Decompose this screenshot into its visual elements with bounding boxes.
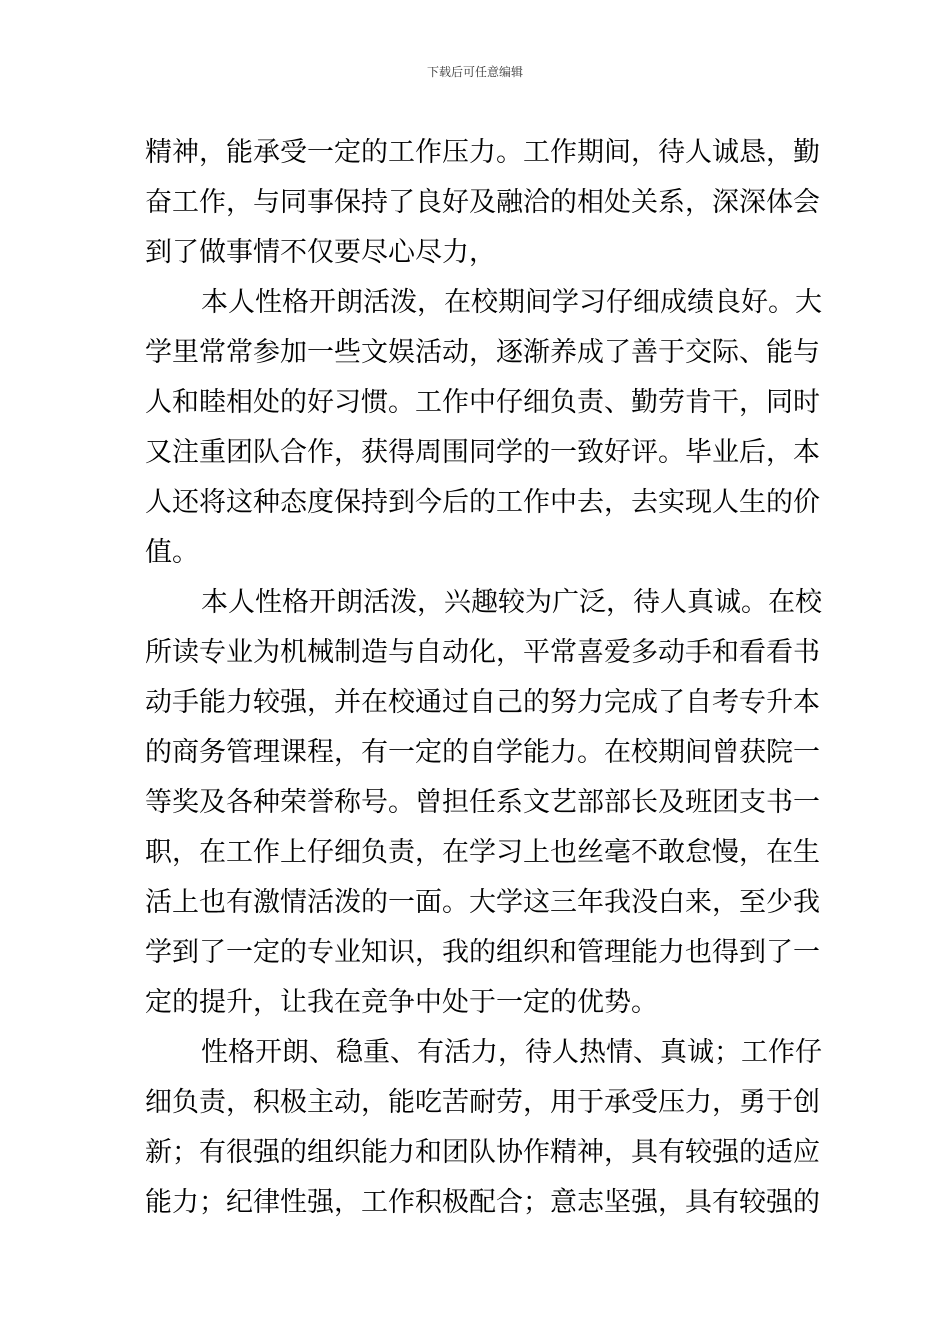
- text-line: 学里常常参加一些文娱活动，逐渐养成了善于交际、能与: [145, 337, 820, 368]
- text-line: 新；有很强的组织能力和团队协作精神，具有较强的适应: [145, 1137, 820, 1168]
- paragraph-2: [145, 278, 822, 578]
- text-line: 职，在工作上仔细负责，在学习上也丝毫不敢怠慢，在生: [145, 837, 820, 868]
- document-body: [145, 128, 822, 1228]
- text-line: 所读专业为机械制造与自动化，平常喜爱多动手和看看书: [145, 637, 820, 668]
- text-line: 本人性格开朗活泼，在校期间学习仔细成绩良好。大: [201, 287, 822, 318]
- text-line: 活上也有激情活泼的一面。大学这三年我没白来，至少我: [145, 887, 820, 918]
- text-line: 定的提升，让我在竞争中处于一定的优势。: [145, 987, 658, 1018]
- paragraph-4: [145, 1028, 822, 1228]
- text-line: 值。: [145, 537, 199, 568]
- text-line: 人和睦相处的好习惯。工作中仔细负责、勤劳肯干，同时: [145, 387, 820, 418]
- paragraph-3: [145, 578, 822, 1028]
- text-line: 又注重团队合作，获得周围同学的一致好评。毕业后，本: [145, 437, 820, 468]
- text-line: 等奖及各种荣誉称号。曾担任系文艺部部长及班团支书一: [145, 787, 820, 818]
- text-line: 学到了一定的专业知识，我的组织和管理能力也得到了一: [145, 937, 820, 968]
- text-line: 本人性格开朗活泼，兴趣较为广泛，待人真诚。在校: [201, 587, 822, 618]
- text-line: 能力；纪律性强，工作积极配合；意志坚强，具有较强的: [145, 1187, 820, 1218]
- text-line: 到了做事情不仅要尽心尽力，: [145, 237, 496, 268]
- text-line: 细负责，积极主动，能吃苦耐劳，用于承受压力，勇于创: [145, 1087, 820, 1118]
- paragraph-1: [145, 128, 820, 278]
- text-line: 的商务管理课程，有一定的自学能力。在校期间曾获院一: [145, 737, 820, 768]
- text-line: 人还将这种态度保持到今后的工作中去，去实现人生的价: [145, 487, 820, 518]
- page-header: 下载后可任意编辑: [426, 65, 523, 79]
- text-line: 动手能力较强，并在校通过自己的努力完成了自考专升本: [145, 687, 820, 718]
- text-line: 精神，能承受一定的工作压力。工作期间，待人诚恳，勤: [145, 137, 820, 168]
- text-line: 性格开朗、稳重、有活力，待人热情、真诚；工作仔: [201, 1037, 822, 1068]
- text-line: 奋工作，与同事保持了良好及融洽的相处关系，深深体会: [145, 187, 820, 218]
